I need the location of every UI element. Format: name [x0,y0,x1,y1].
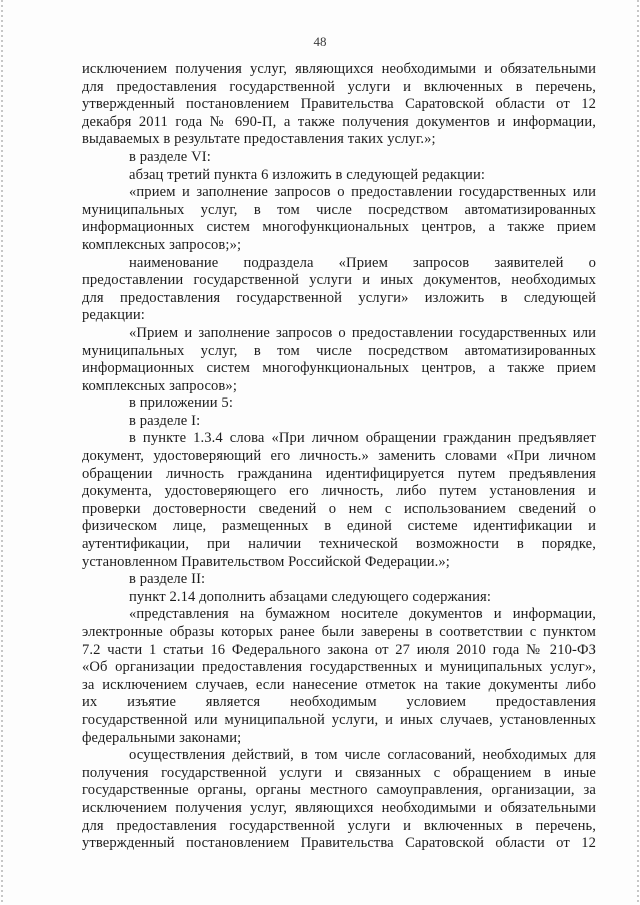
text-line: в разделе VI: [129,148,211,165]
text-line: «представления на бумажном носителе документов и информации, [129,606,596,623]
text-line: наименование подраздела «Прием запросов заявителей о [129,254,596,271]
text-line: получения государственной услуги и связанных с обращением в иные [82,764,596,781]
text-line: комплексных запросов;»; [82,236,242,253]
text-line: абзац третий пункта 6 изложить в следующей редакции: [129,166,486,183]
text-line: их изъятие является необходимым условием предоставления [82,694,596,711]
text-line: документа, удостоверяющего его личность, либо путем установления и [82,483,596,500]
text-line: «Об организации предоставления государственных и муниципальных услуг», [82,659,596,676]
scan-edge-left [1,0,3,905]
text-line: за исключением случаев, если нанесение отметок на такие документы либо [82,676,596,693]
text-line: информационных систем многофункциональных центров, а также прием [82,360,596,377]
text-line: редакции: [82,307,145,324]
text-line: осуществления действий, в том числе согласований, необходимых для [129,747,596,764]
text-line: электронные образы которых ранее были заверены в соответствии с пунктом [82,624,596,640]
text-line: для предоставления государственной услуги и включенных в перечень, [82,78,596,95]
text-line: государственные органы, органы местного самоуправления, организации, за [82,782,596,799]
text-line: «Прием и заполнение запросов о предоставлении государственных или [129,324,596,341]
text-line: в разделе I: [129,412,201,429]
text-line: декабря 2011 года № 690-П, а также получения документов и информации, [82,113,596,130]
text-line: исключением получения услуг, являющихся необходимыми и обязательными [82,799,596,816]
text-line: физическом лице, размещенных в единой системе идентификации и [82,518,596,535]
text-line: утвержденный постановлением Правительства Саратовской области от 12 [82,96,596,113]
text-line: аутентификации, при наличии технической возможности в порядке, [82,536,596,553]
text-line: выдаваемых в результате предоставления таких услуг.»; [82,131,436,148]
text-line: в разделе II: [129,571,206,588]
text-line: в пункте 1.3.4 слова «При личном обращении гражданин предъявляет [129,430,596,447]
text-line: для предоставления государственной услуги» изложить в следующей [82,289,596,306]
text-line: предоставлении государственной услуги и иных документов, необходимых [82,272,596,289]
text-line: государственной или муниципальной услуги, и иных случаев, установленных [82,711,596,728]
text-line: федеральными законами; [82,729,242,746]
page-number: 48 [313,34,327,49]
text-line: проверки достоверности сведений о нем с использованием сведений о [82,500,596,517]
text-line: муниципальных услуг, в том числе посредством автоматизированных [82,342,596,359]
text-line: исключением получения услуг, являющихся необходимыми и обязательными [82,61,596,77]
text-line: в приложении 5: [129,395,233,412]
text-line: «прием и заполнение запросов о предоставлении государственных или [129,184,596,201]
text-line: документ, удостоверяющий его личность.» заменить словами «При личном [82,448,596,465]
text-line: муниципальных услуг, в том числе посредством автоматизированных [82,201,596,218]
text-line: пункт 2.14 дополнить абзацами следующего содержания: [129,588,492,605]
text-line: информационных систем многофункциональных центров, а также прием [82,219,596,236]
scan-edge-right [637,0,639,905]
text-line: 7.2 части 1 статьи 16 Федерального закона от 27 июля 2010 года № 210-ФЗ [82,641,596,658]
text-line: для предоставления государственной услуги и включенных в перечень, [82,817,596,834]
text-line: установленном Правительством Российской Федерации.»; [82,553,450,570]
text-line: комплексных запросов»; [82,377,237,394]
text-line: утвержденный постановлением Правительства Саратовской области от 12 [82,835,596,852]
document-body [82,61,596,853]
text-line: обращении личность гражданина идентифицируется путем предъявления [82,465,596,482]
